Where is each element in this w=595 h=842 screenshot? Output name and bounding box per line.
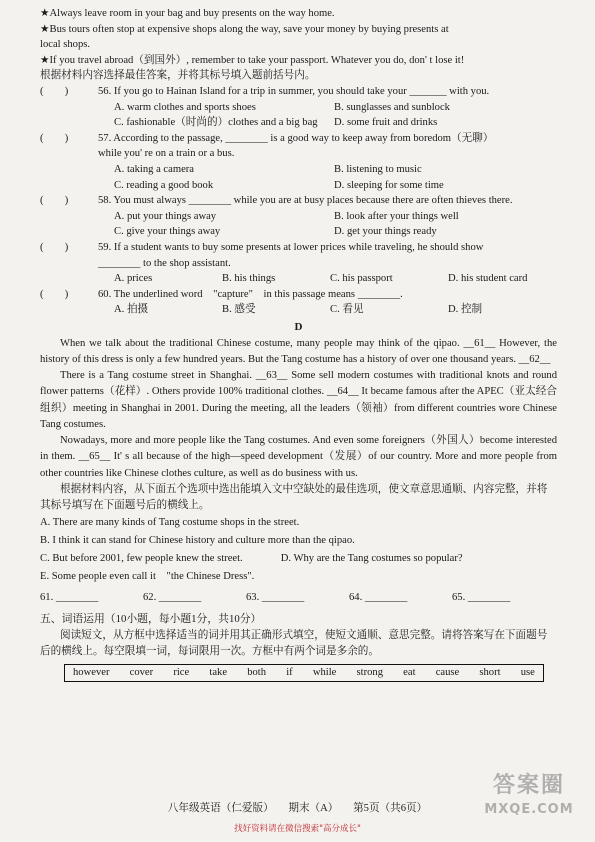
choice-cd	[40, 550, 557, 568]
option: A. warm clothes and sports shoes	[114, 101, 256, 113]
answer-62[interactable]: 62. ________	[143, 592, 202, 604]
question-stem	[40, 146, 557, 162]
answer-paren[interactable]: ( )	[40, 241, 69, 253]
passage-paragraph: When we talk about the traditional Chinese costume, many people may think of the qipao. __61__ However, the history of this dress is only a few hundred years. But the Tang costume has a history of over one thousand years. __62__	[40, 337, 557, 366]
tip-line: ★If you travel abroad（到国外）, remember to take your passport. Whatever you do, don' t lose it!	[40, 54, 465, 66]
option-row	[40, 115, 557, 131]
word: cause	[435, 667, 460, 679]
word: eat	[403, 667, 416, 679]
word: take	[209, 667, 228, 679]
option: D. some fruit and drinks	[334, 117, 438, 129]
option-row	[40, 162, 557, 178]
watermark-logo	[471, 770, 587, 836]
option: D. get your things ready	[334, 226, 437, 238]
option: A. taking a camera	[114, 163, 195, 175]
question-text: 57. According to the passage, ________ is a good way to keep away from boredom（无聊）	[98, 132, 494, 144]
tip-line: ★Always leave room in your bag and buy presents on the way home.	[40, 8, 335, 19]
question-stem	[40, 131, 557, 147]
tip-line: local shops.	[40, 39, 91, 51]
footer-term: 期末（A）	[288, 803, 339, 814]
question-text: while you' re on a train or a bus.	[98, 148, 235, 160]
section5-instruction: 阅读短文，从方框中选择适当的词并用其正确形式填空，使短文通顺、意思完整。请将答案写在下面题号后的横线上。每空限填一词，每词限用一次。方框中有两个词是多余的。	[40, 629, 548, 657]
option-row	[40, 209, 557, 225]
option-row	[40, 271, 557, 287]
answer-blanks	[40, 587, 557, 609]
answer-paren[interactable]: ( )	[40, 132, 69, 144]
choice-a: A. There are many kinds of Tang costume shops in the street.	[40, 517, 300, 529]
option: D. his student card	[448, 273, 528, 285]
option: B. sunglasses and sunblock	[334, 101, 450, 113]
watermark-line2: MXQE.COM	[484, 802, 574, 817]
question-text: ________ to the shop assistant.	[98, 257, 231, 269]
option: C. 看见	[330, 304, 364, 316]
question-list	[40, 84, 557, 318]
question-stem	[40, 193, 557, 209]
instruction-c: 根据材料内容选择最佳答案，并将其标号填入题前括号内。	[40, 70, 316, 82]
option: C. reading a good book	[114, 179, 214, 191]
watermark-line1: 答案圈	[492, 773, 565, 798]
promo-footnote: 找好资料请在微信搜索"高分成长"	[234, 824, 361, 834]
question-text: 56. If you go to Hainan Island for a trip in summer, you should take your _______ with you.	[98, 85, 490, 97]
answer-64[interactable]: 64. ________	[349, 592, 408, 604]
question-stem	[40, 287, 557, 303]
option-row	[40, 302, 557, 318]
option: B. his things	[222, 273, 276, 285]
option: B. look after your things well	[334, 210, 459, 222]
choice-b: B. I think it can stand for Chinese history and culture more than the qipao.	[40, 534, 355, 546]
section5-heading: 五、词语运用（10小题，每小题1分，共10分）	[40, 613, 262, 626]
word: cover	[129, 667, 154, 679]
option: B. listening to music	[334, 163, 422, 175]
answer-paren	[40, 256, 98, 272]
tips-list	[40, 6, 557, 68]
option: D. 控制	[448, 304, 483, 316]
option-row	[40, 178, 557, 194]
option: D. sleeping for some time	[334, 179, 444, 191]
tip-line: ★Bus tours often stop at expensive shops along the way, save your money by buying presents at	[40, 23, 449, 35]
answer-65[interactable]: 65. ________	[452, 592, 511, 604]
option: A. 拍摄	[114, 304, 149, 316]
option: A. put your things away	[114, 210, 217, 222]
section-d-instruction: 根据材料内容，从下面五个选项中选出能填入文中空缺处的最佳选项，使文章意思通顺、内容完整，并将其标号填写在下面题号后的横线上。	[40, 483, 548, 511]
word: use	[520, 667, 535, 679]
word-box	[64, 664, 544, 682]
question-stem	[40, 240, 557, 256]
word: short	[479, 667, 501, 679]
passage-paragraph: There is a Tang costume street in Shanghai. __63__ Some sell modern costumes with traditional knots and round flower patterns（花样）. Others provide 100% traditional clothes. __64__ It became famous after the APEC（亚太经合组织）meeting in Shanghai in 2001. During the meeting, all the leaders（领袖）from different countries wore Chinese Tang costumes.	[40, 370, 557, 430]
option: A. prices	[114, 273, 153, 285]
answer-paren[interactable]: ( )	[40, 288, 69, 300]
choice-c: C. But before 2001, few people knew the street.	[40, 552, 243, 564]
choice-e: E. Some people even call it "the Chinese Dress".	[40, 570, 255, 582]
choice-d: D. Why are the Tang costumes so popular?	[280, 552, 463, 564]
answer-paren	[40, 146, 98, 162]
option: C. his passport	[330, 273, 393, 285]
word: rice	[173, 667, 190, 679]
footer-page: 第5页（共6页）	[353, 803, 428, 814]
answer-paren[interactable]: ( )	[40, 195, 69, 207]
section-d-title: D	[294, 320, 303, 333]
question-text: 59. If a student wants to buy some presents at lower prices while traveling, he should show	[98, 241, 484, 253]
answer-61[interactable]: 61. ________	[40, 592, 99, 604]
question-stem	[40, 84, 557, 100]
answer-63[interactable]: 63. ________	[246, 592, 305, 604]
word: while	[312, 667, 337, 679]
question-text: 58. You must always ________ while you are at busy places because there are often thieves there.	[98, 195, 513, 207]
option: C. fashionable（时尚的）clothes and a big bag	[114, 117, 318, 129]
word: if	[286, 667, 293, 679]
footer-subject: 八年级英语（仁爱版）	[167, 803, 274, 814]
passage-d	[40, 336, 557, 482]
option: C. give your things away	[114, 226, 221, 238]
word: both	[247, 667, 267, 679]
option-row	[40, 100, 557, 116]
word: however	[73, 667, 110, 679]
word: strong	[356, 667, 384, 679]
option: B. 感受	[222, 304, 256, 316]
option-row	[40, 224, 557, 240]
choice-list	[40, 514, 557, 585]
question-text: 60. The underlined word "capture" in this passage means ________.	[98, 288, 403, 300]
passage-paragraph: Nowadays, more and more people like the Tang costumes. And even some foreigners（外国人）become interested in them. __65__ It' s all because of the high—speed development（发展）of our country. More and more people from other countries like Chinese clothes culture, as well as do business with us.	[40, 435, 557, 479]
answer-paren[interactable]: ( )	[40, 85, 69, 97]
question-stem	[40, 256, 557, 272]
